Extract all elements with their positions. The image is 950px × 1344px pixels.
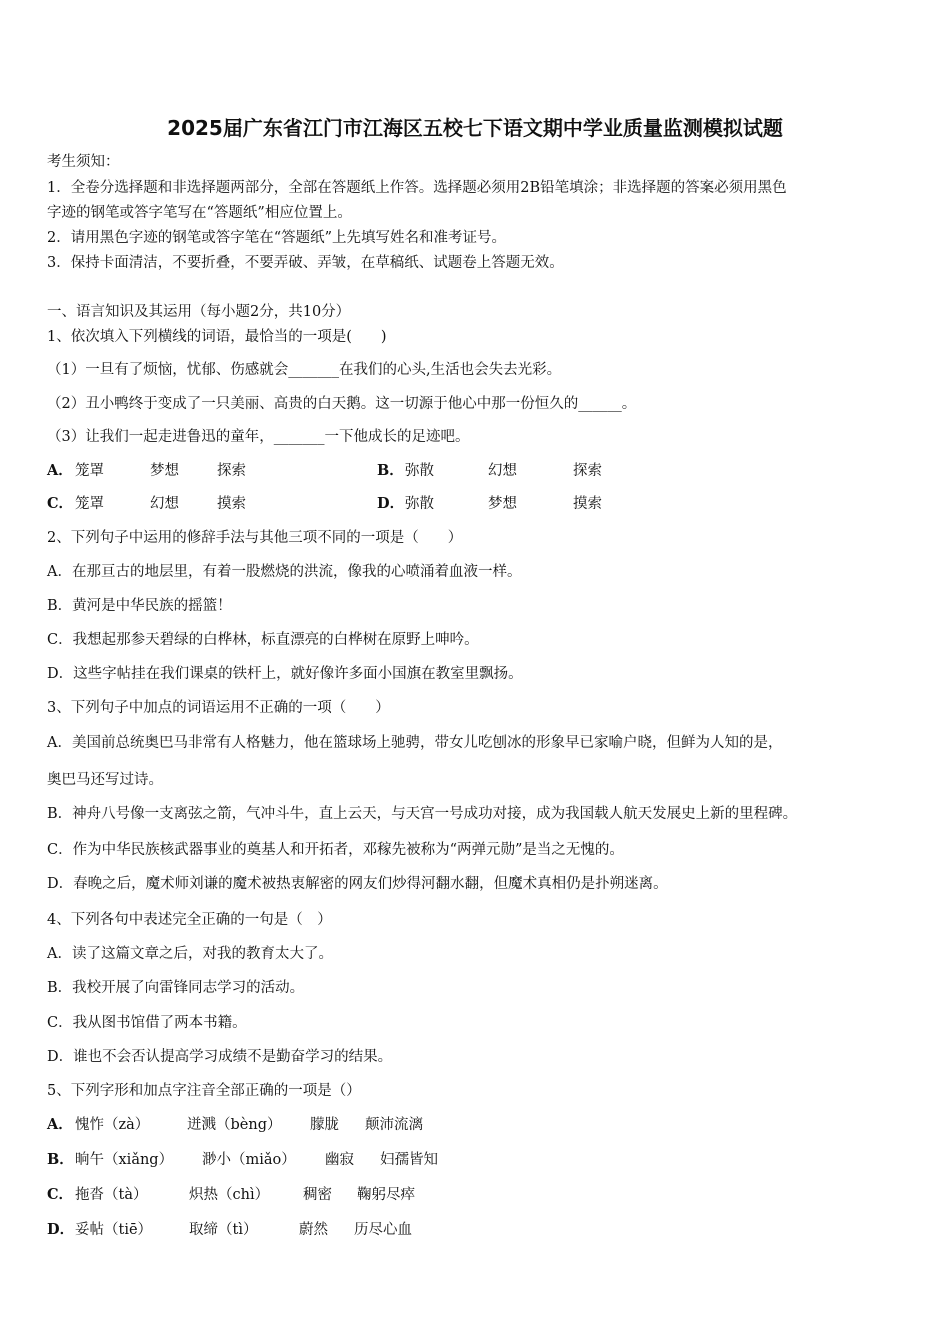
notice-item: 3．保持卡面清洁，不要折叠，不要弄破、弄皱，在草稿纸、试题卷上答题无效。 xyxy=(47,255,564,271)
option-word: 幻想 xyxy=(150,496,179,512)
option-text: A．读了这篇文章之后，对我的教育太大了。 xyxy=(47,946,333,962)
option-word: 炽热（chì） xyxy=(189,1187,270,1203)
option-letter: A． xyxy=(47,462,73,479)
option-text: D．春晚之后，魔术师刘谦的魔术被热衷解密的网友们炒得河翻水翻，但魔术真相仍是扑朔迷离。 xyxy=(47,876,668,892)
option-word: 弥散 xyxy=(405,463,434,479)
option-word: 历尽心血 xyxy=(354,1222,412,1238)
option-word: 蔚然 xyxy=(299,1222,328,1238)
option-letter: B． xyxy=(47,1151,74,1168)
question-stem: 2、下列句子中运用的修辞手法与其他三项不同的一项是（ ） xyxy=(47,530,463,546)
question-stem: 4、下列各句中表述完全正确的一句是（ ） xyxy=(47,912,332,928)
question-stem: 1、依次填入下列横线的词语，最恰当的一项是( ) xyxy=(47,329,387,345)
notice-item: 2．请用黑色字迹的钢笔或答字笔在“答题纸”上先填写姓名和准考证号。 xyxy=(47,230,507,246)
option-text: C．我想起那参天碧绿的白桦林，标直漂亮的白桦树在原野上呻吟。 xyxy=(47,632,479,648)
notice-item: 字迹的钢笔或答字笔写在“答题纸”相应位置上。 xyxy=(47,205,352,221)
option-word: 颠沛流漓 xyxy=(365,1117,423,1133)
option-word: 渺小（miǎo） xyxy=(202,1152,296,1168)
question-stem: 3、下列句子中加点的词语运用不正确的一项（ ） xyxy=(47,700,390,716)
option-word: 探索 xyxy=(573,463,602,479)
option-text: A．在那亘古的地层里，有着一股燃烧的洪流，像我的心喷涌着血液一样。 xyxy=(47,564,522,580)
question-item: （1）一旦有了烦恼，忧郁、伤感就会_______在我们的心头,生活也会失去光彩。 xyxy=(47,362,562,378)
section-heading: 一、语言知识及其运用（每小题2分，共10分） xyxy=(47,304,351,320)
option-text: 奥巴马还写过诗。 xyxy=(47,772,163,788)
option-text: D．谁也不会否认提高学习成绩不是勤奋学习的结果。 xyxy=(47,1049,393,1065)
option-letter: C． xyxy=(47,495,74,512)
option-text: C．我从图书馆借了两本书籍。 xyxy=(47,1015,247,1031)
option-letter: C． xyxy=(47,1186,74,1203)
option-word: 鞠躬尽瘁 xyxy=(357,1187,415,1203)
page-title: 2025届广东省江门市江海区五校七下语文期中学业质量监测模拟试题 xyxy=(167,116,783,140)
option-word: 幽寂 xyxy=(325,1152,354,1168)
option-word: 梦想 xyxy=(150,463,179,479)
option-letter: B． xyxy=(377,462,404,479)
option-text: D．这些字帖挂在我们课桌的铁杆上，就好像许多面小国旗在教室里飘扬。 xyxy=(47,666,523,682)
option-word: 探索 xyxy=(217,463,246,479)
option-text: B．神舟八号像一支离弦之箭，气冲斗牛，直上云天，与天宫一号成功对接，成为我国载人航天发展史上新的里程碑。 xyxy=(47,806,798,822)
option-text: C．作为中华民族核武器事业的奠基人和开拓者，邓稼先被称为“两弹元勋”是当之无愧的。 xyxy=(47,842,624,858)
option-letter: A． xyxy=(47,1116,73,1133)
option-word: 稠密 xyxy=(303,1187,332,1203)
notice-heading: 考生须知： xyxy=(47,154,120,170)
option-text: B．我校开展了向雷锋同志学习的活动。 xyxy=(47,980,305,996)
option-word: 妥帖（tiē） xyxy=(75,1222,153,1238)
option-word: 笼罩 xyxy=(75,463,104,479)
question-stem: 5、下列字形和加点字注音全部正确的一项是（） xyxy=(47,1083,361,1099)
question-item: （3）让我们一起走进鲁迅的童年，_______一下他成长的足迹吧。 xyxy=(47,429,470,445)
option-word: 笼罩 xyxy=(75,496,104,512)
option-word: 晌午（xiǎng） xyxy=(75,1152,174,1168)
option-word: 幻想 xyxy=(488,463,517,479)
option-text: A．美国前总统奥巴马非常有人格魅力，他在篮球场上驰骋，带女儿吃刨冰的形象早已家喻户晓，但鲜为人知的是， xyxy=(47,735,783,751)
question-item: （2）丑小鸭终于变成了一只美丽、高贵的白天鹅。这一切源于他心中那一份恒久的______。 xyxy=(47,396,637,412)
option-word: 迸溅（bèng） xyxy=(187,1117,282,1133)
option-letter: D． xyxy=(47,1221,75,1238)
option-word: 梦想 xyxy=(488,496,517,512)
option-word: 愧怍（zà） xyxy=(75,1117,150,1133)
option-word: 弥散 xyxy=(405,496,434,512)
option-word: 拖沓（tà） xyxy=(75,1187,148,1203)
option-word: 摸索 xyxy=(217,496,246,512)
notice-item: 1．全卷分选择题和非选择题两部分，全部在答题纸上作答。选择题必须用2B铅笔填涂；非选择题的答案必须用黑色 xyxy=(47,180,787,196)
option-word: 朦胧 xyxy=(310,1117,339,1133)
option-letter: D． xyxy=(377,495,405,512)
option-word: 取缔（tì） xyxy=(189,1222,258,1238)
option-word: 摸索 xyxy=(573,496,602,512)
option-word: 妇孺皆知 xyxy=(380,1152,438,1168)
option-text: B．黄河是中华民族的摇篮！ xyxy=(47,598,232,614)
